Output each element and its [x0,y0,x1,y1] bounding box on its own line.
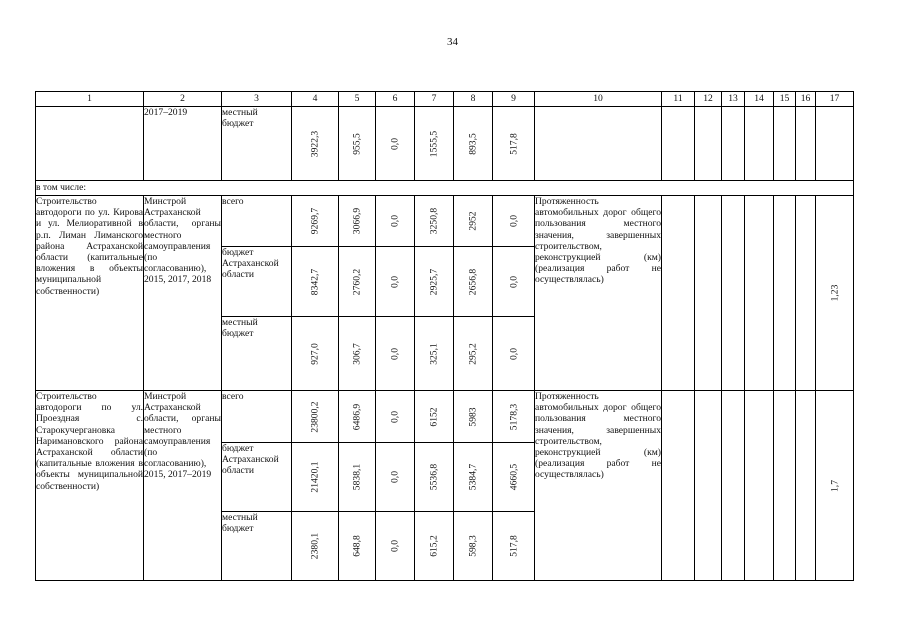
column-header: 1 [36,92,144,107]
empty-cell [722,391,745,581]
column-header: 13 [722,92,745,107]
empty-cell [722,196,745,391]
value-cell: 8342,7 [292,247,339,317]
value-cell: 0,0 [376,247,415,317]
empty-cell [695,196,722,391]
length-km-cell: 1,23 [816,196,854,391]
column-header: 16 [796,92,816,107]
source-cell: местный бюджет [222,512,292,581]
value-cell: 1555,5 [415,107,454,181]
program-table [35,91,854,581]
table-row [36,107,854,181]
value-cell: 955,5 [339,107,376,181]
value-cell: 21420,1 [292,443,339,512]
value-cell: 615,2 [415,512,454,581]
value-cell: 2952 [454,196,493,247]
project-name: Строительство автодороги по ул. Проездная с. Старокучергановка Наримановского района Астраханской области (капитальные вложения в объекты муниципальной собственности) [36,391,144,581]
value-cell: 5838,1 [339,443,376,512]
value-cell: 517,8 [493,107,535,181]
value-cell: 325,1 [415,317,454,391]
value-cell: 0,0 [376,512,415,581]
value-cell: 5983 [454,391,493,443]
column-header: 10 [535,92,662,107]
empty-cell [662,391,695,581]
value-cell: 5178,3 [493,391,535,443]
value-cell: 3922,3 [292,107,339,181]
value-cell: 5384,7 [454,443,493,512]
empty-cell [745,107,774,181]
period-cell: 2017–2019 [144,107,222,181]
value-cell: 0,0 [376,391,415,443]
value-cell: 2656,8 [454,247,493,317]
empty-cell [774,107,796,181]
source-cell: бюджет Астраханской области [222,443,292,512]
source-cell: бюджет Астраханской области [222,247,292,317]
source-cell: всего [222,391,292,443]
empty-cell [796,391,816,581]
source-cell: местный бюджет [222,317,292,391]
value-cell: 0,0 [376,443,415,512]
empty-cell [745,391,774,581]
project-executor: Минстрой Астраханской области, органы местного самоуправления (по согласованию), 2015, 2017, 2018 [144,196,222,391]
empty-cell [695,391,722,581]
value-cell: 3066,9 [339,196,376,247]
value-cell: 0,0 [376,107,415,181]
column-header: 14 [745,92,774,107]
value-cell: 0,0 [493,196,535,247]
project-indicator: Протяженность автомобильных дорог общего пользования местного значения, завершенных строительством, реконструкцией (км) (реализация работ не осуществлялась) [535,196,662,391]
empty-cell [816,107,854,181]
value-cell: 0,0 [376,317,415,391]
empty-cell [774,391,796,581]
length-km-cell: 1,7 [816,391,854,581]
value-cell: 2760,2 [339,247,376,317]
table-row [36,196,854,247]
column-header: 7 [415,92,454,107]
page-number: 34 [447,36,458,48]
column-header: 15 [774,92,796,107]
column-header: 12 [695,92,722,107]
value-cell: 648,8 [339,512,376,581]
value-cell: 23800,2 [292,391,339,443]
value-cell: 4660,5 [493,443,535,512]
value-cell: 517,8 [493,512,535,581]
column-header: 11 [662,92,695,107]
project-indicator: Протяженность автомобильных дорог общего пользования местного значения, завершенных строительством, реконструкцией (км) (реализация работ не осуществлялась) [535,391,662,581]
column-header: 3 [222,92,292,107]
value-cell: 0,0 [493,317,535,391]
empty-cell [774,196,796,391]
empty-cell [796,107,816,181]
value-cell: 6152 [415,391,454,443]
column-header: 9 [493,92,535,107]
column-header: 5 [339,92,376,107]
source-cell: местный бюджет [222,107,292,181]
column-header: 8 [454,92,493,107]
name-cell [36,107,144,181]
indicator-cell [535,107,662,181]
including-label: в том числе: [36,181,854,196]
value-cell: 0,0 [376,196,415,247]
value-cell: 2925,7 [415,247,454,317]
column-header: 4 [292,92,339,107]
value-cell: 0,0 [493,247,535,317]
project-executor: Минстрой Астраханской области, органы местного самоуправления (по согласованию), 2015, 2017–2019 [144,391,222,581]
empty-cell [662,107,695,181]
empty-cell [796,196,816,391]
value-cell: 893,5 [454,107,493,181]
column-header: 6 [376,92,415,107]
value-cell: 3250,8 [415,196,454,247]
value-cell: 5536,8 [415,443,454,512]
value-cell: 306,7 [339,317,376,391]
value-cell: 9269,7 [292,196,339,247]
project-name: Строительство автодороги по ул. Кирова и ул. Мелиоративной в р.п. Лиман Лиманского района Астраханской области (капитальные вложения в объекты муниципальной собственности) [36,196,144,391]
empty-cell [745,196,774,391]
value-cell: 6486,9 [339,391,376,443]
empty-cell [722,107,745,181]
column-header: 2 [144,92,222,107]
table-row [36,391,854,443]
value-cell: 2380,1 [292,512,339,581]
value-cell: 927,0 [292,317,339,391]
value-cell: 598,3 [454,512,493,581]
value-cell: 295,2 [454,317,493,391]
source-cell: всего [222,196,292,247]
column-number-row [36,92,854,107]
column-header: 17 [816,92,854,107]
empty-cell [695,107,722,181]
empty-cell [662,196,695,391]
including-row [36,181,854,196]
